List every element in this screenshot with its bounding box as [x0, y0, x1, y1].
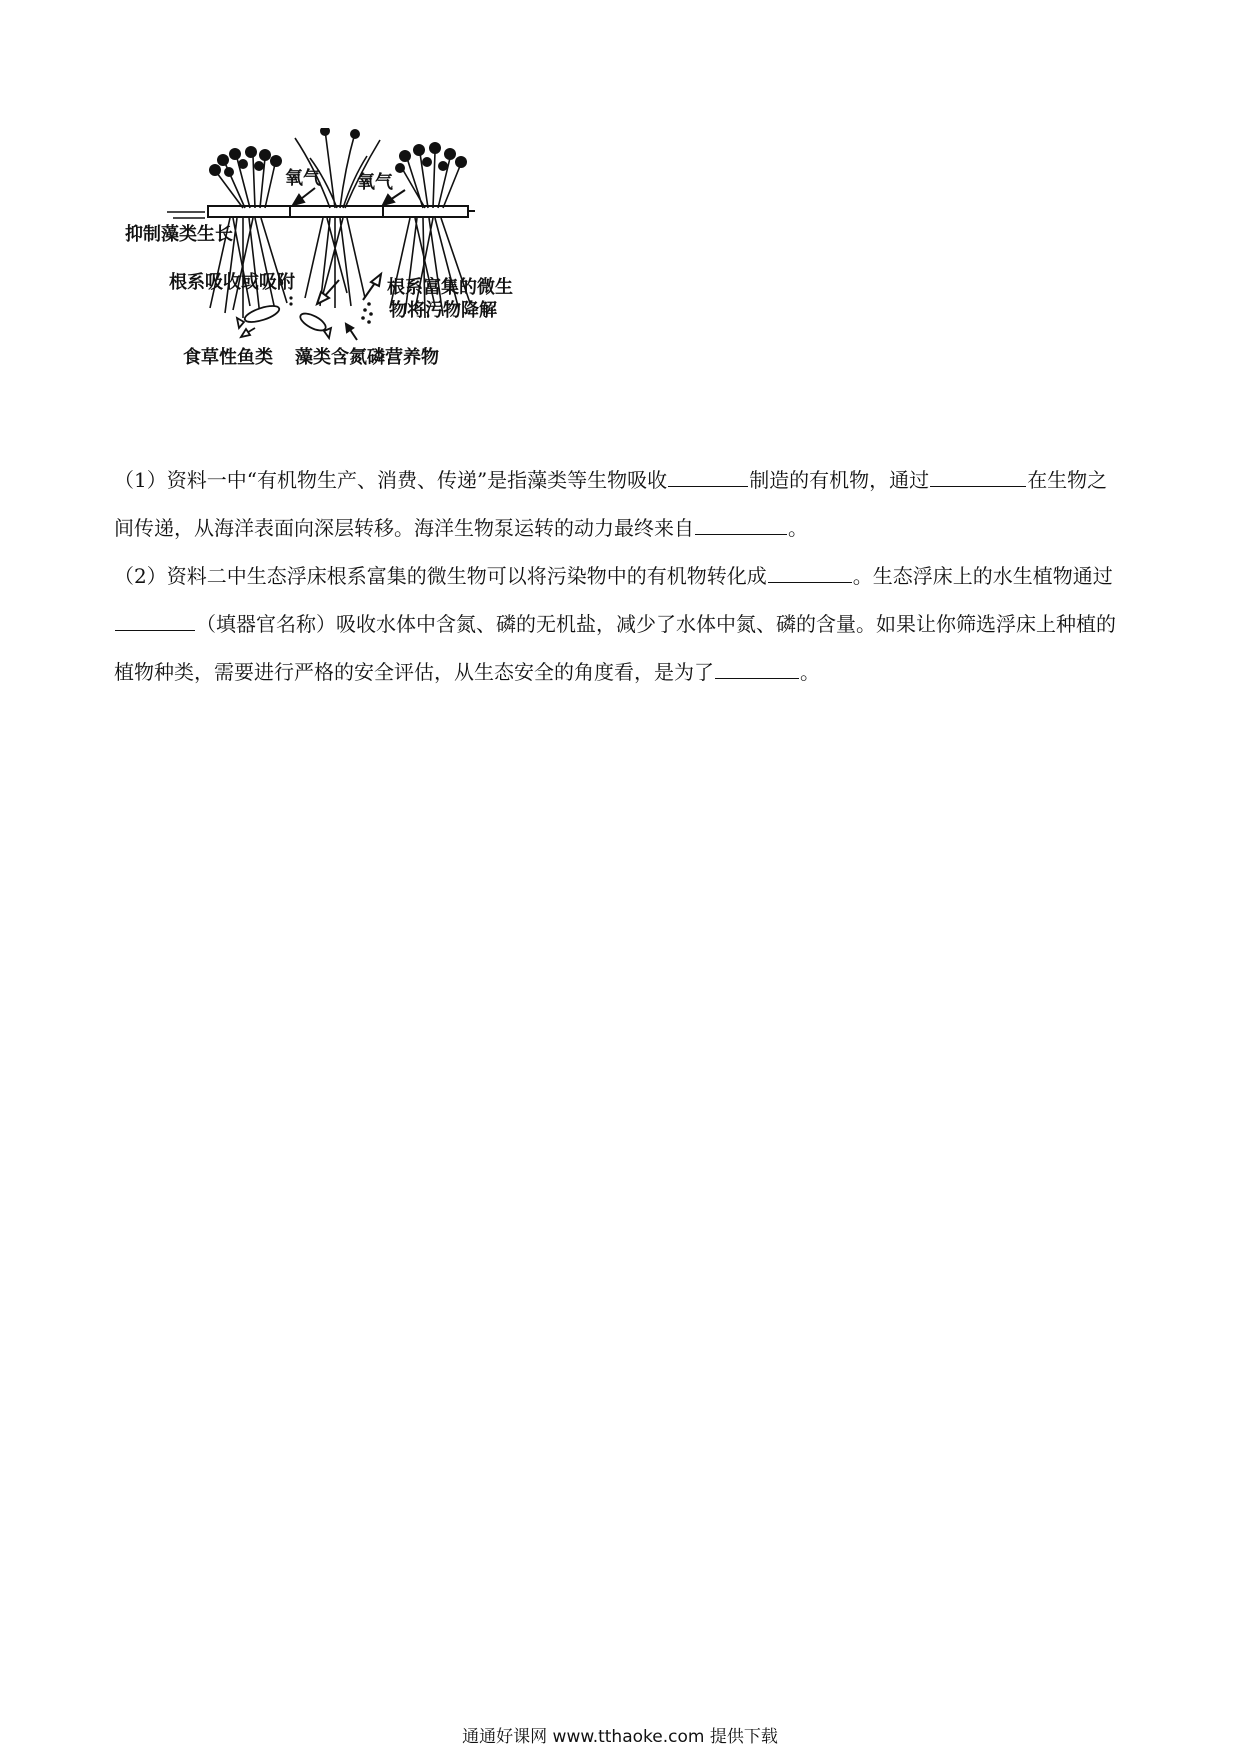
question-1-part-3: 在生物之间传递，从海洋表面向深层转移。海洋生物泵运转的动力最终来自 — [114, 468, 1108, 540]
label-oxygen-left: 氧气 — [285, 168, 321, 189]
floating-bed-board — [208, 206, 475, 217]
plant-left-flowers — [209, 146, 282, 177]
answer-blank — [115, 608, 195, 631]
water-surface — [167, 212, 205, 218]
question-2 — [114, 552, 1120, 696]
label-algae-nutrients: 藻类含氮磷营养物 — [295, 347, 439, 368]
question-1-part-2: 制造的有机物，通过 — [749, 468, 930, 492]
question-2-part-2: 。生态浮床上的水生植物通过 — [852, 564, 1113, 588]
question-2-part-3: （填器官名称）吸收水体中含氮、磷的无机盐，减少了水体中氮、磷的含量。如果让你筛选浮床上种植的植物种类，需要进行严格的安全评估，从生态安全的角度看，是为了 — [114, 612, 1116, 684]
question-2-part-4: 。 — [800, 660, 820, 684]
question-section — [114, 456, 1120, 696]
question-1-part-4: 。 — [788, 516, 808, 540]
label-inhibit-algae: 抑制藻类生长 — [125, 224, 233, 245]
up-arrow — [363, 274, 381, 300]
answer-blank — [930, 464, 1026, 487]
answer-blank — [715, 656, 799, 679]
answer-blank — [695, 512, 787, 535]
question-1 — [114, 456, 1120, 552]
fish-icon — [298, 310, 331, 338]
label-root-microbes-2: 物将污物降解 — [389, 300, 497, 321]
nutrient-arrow — [346, 324, 357, 340]
label-oxygen-right: 氧气 — [357, 172, 393, 193]
label-root-microbes-1: 根系富集的微生 — [387, 277, 513, 298]
label-herbivorous-fish: 食草性鱼类 — [183, 347, 273, 368]
ecological-floating-bed-figure — [125, 128, 605, 418]
plant-right-flowers — [395, 142, 467, 173]
page-footer: 通通好课网 www.tthaoke.com 提供下载 — [462, 1727, 778, 1747]
label-root-absorb: 根系吸收或吸附 — [169, 272, 295, 293]
floating-bed-diagram — [125, 128, 605, 418]
question-1-part-1: （1）资料一中“有机物生产、消费、传递”是指藻类等生物吸收 — [114, 468, 668, 492]
answer-blank — [768, 560, 852, 583]
answer-blank — [668, 464, 748, 487]
question-2-part-1: （2）资料二中生态浮床根系富集的微生物可以将污染物中的有机物转化成 — [114, 564, 767, 588]
